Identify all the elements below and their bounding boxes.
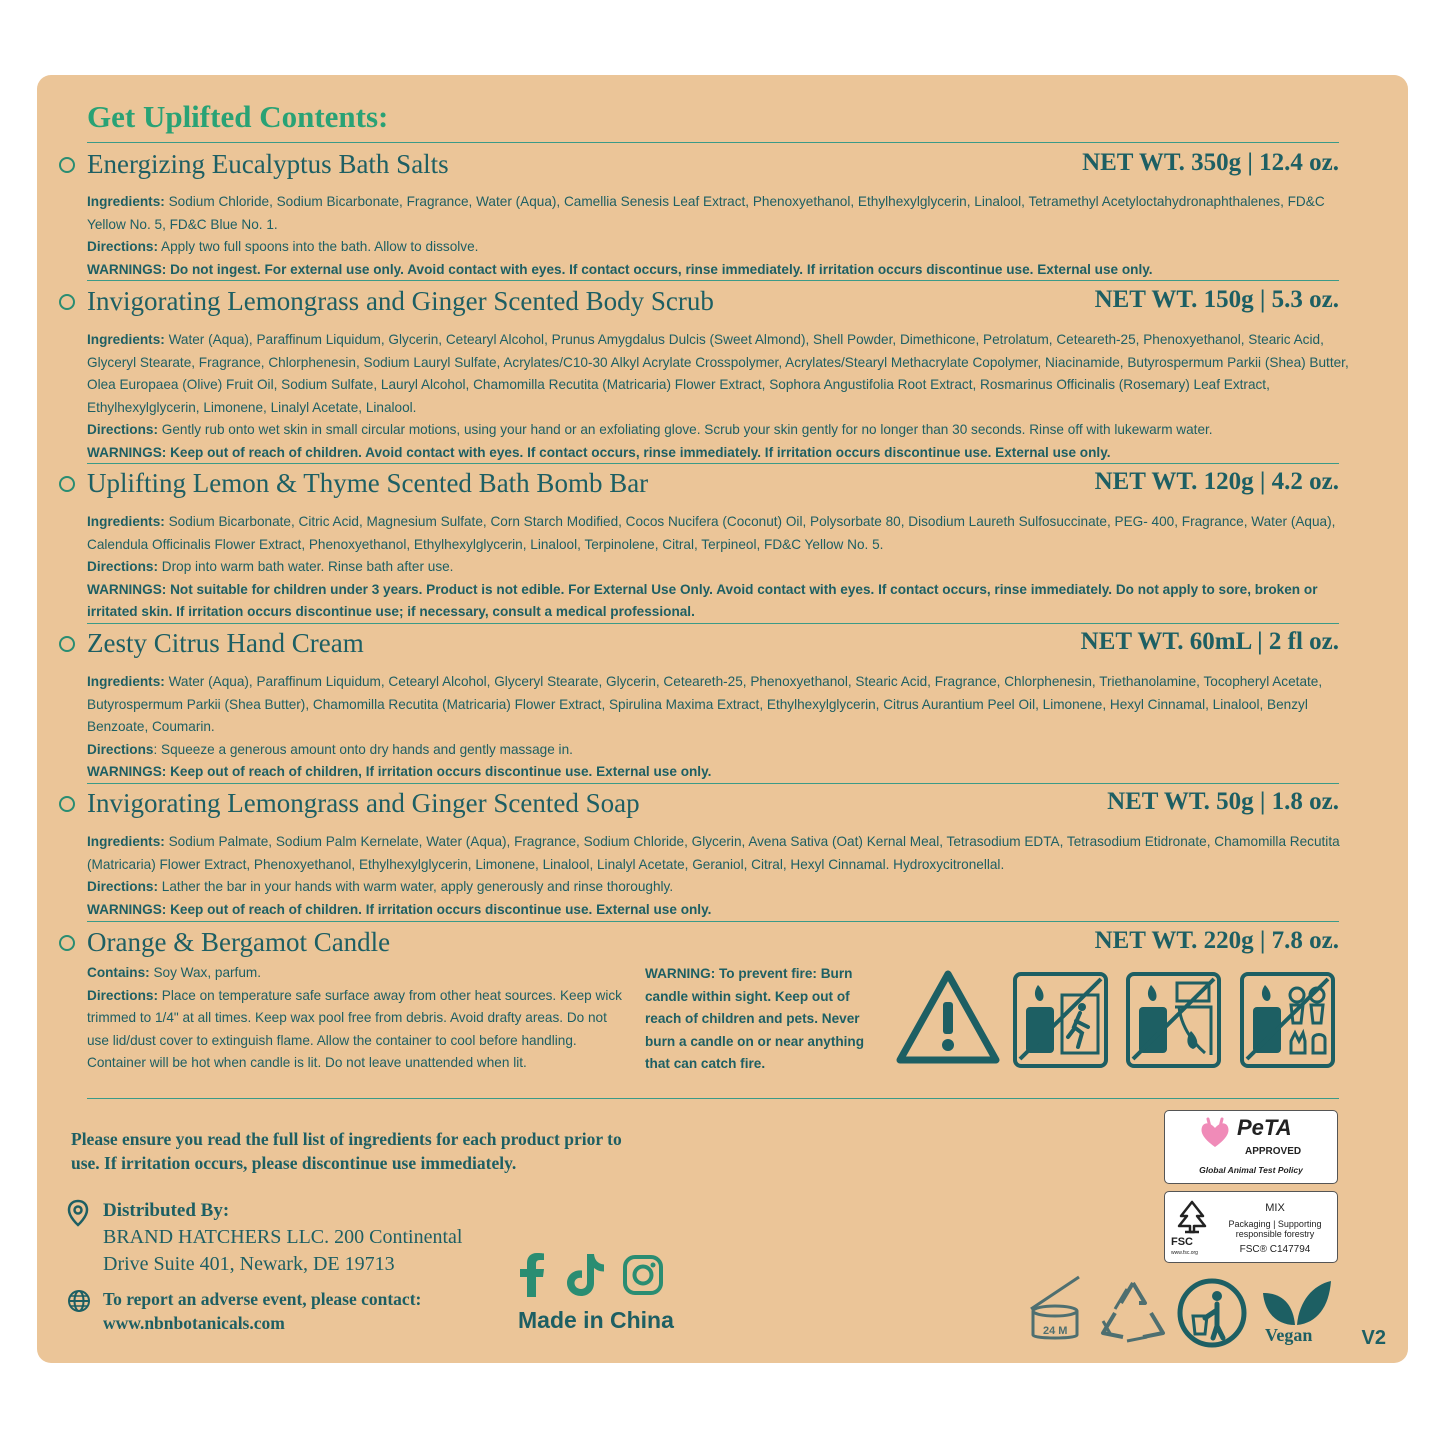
distributor-address: Drive Suite 401, Newark, DE 19713 <box>103 1253 395 1275</box>
candle-children-pets-icon <box>1239 971 1336 1069</box>
tiktok-icon[interactable] <box>565 1253 605 1297</box>
product-section <box>59 628 1359 784</box>
product-section <box>59 788 1359 921</box>
ingredients: Ingredients: Sodium Palmate, Sodium Palm Kernelate, Water (Aqua), Fragrance, Sodium Chloride, Glycerin, Avena Sativa (Oat) Kernal Meal, Tetrasodium EDTA, Tetrasodium Etidronate, Chamomilla Recutita (Matricaria) Flower Extract, Phenoxyethanol, Ethylhexylglycerin, Limonene, Linalool, Linalyl Acetate, Geraniol, Citral, Hexyl Cinnamal. Hydroxycitronellal. <box>87 834 1340 872</box>
fsc-certification <box>1164 1191 1338 1263</box>
bunny-heart-icon <box>1198 1117 1232 1151</box>
label-panel <box>37 75 1408 1363</box>
directions: Directions: Lather the bar in your hands with warm water, apply generously and rinse thoroughly. <box>87 879 674 894</box>
warnings: WARNINGS: Do not ingest. For external use only. Avoid contact with eyes. If contact occurs, rinse immediately. If irritation occurs discontinue use. External use only. <box>87 261 1153 277</box>
fsc-mix: MIX <box>1265 1202 1285 1214</box>
facebook-icon[interactable] <box>519 1253 545 1297</box>
product-name: Uplifting Lemon & Thyme Scented Bath Bomb Bar <box>87 468 649 498</box>
product-section <box>59 286 1359 464</box>
contents-title: Get Uplifted Contents: <box>87 99 389 134</box>
product-section <box>59 468 1359 624</box>
recycle-icon <box>1097 1277 1169 1347</box>
directions: Directions: Apply two full spoons into the bath. Allow to dissolve. <box>87 239 479 254</box>
fsc-logo: FSC <box>1171 1236 1193 1248</box>
distributor-address: BRAND HATCHERS LLC. 200 Continental <box>103 1226 463 1248</box>
bullet-icon <box>59 476 75 492</box>
net-weight: NET WT. 50g | 1.8 oz. <box>1107 788 1339 815</box>
safety-note: Please ensure you read the full list of ingredients for each product prior to use. If irritation occurs, please discontinue use immediately. <box>71 1129 622 1173</box>
candle-section <box>59 927 1359 961</box>
pao-label: 24 M <box>1043 1325 1068 1337</box>
fsc-claim: Packaging | Supporting responsible forestry <box>1228 1219 1322 1239</box>
candle-exit-icon <box>1012 971 1109 1069</box>
fsc-code: FSC® C147794 <box>1239 1244 1311 1255</box>
candle-warning: WARNING: To prevent fire: Burn candle within sight. Keep out of reach of children and pets. Never burn a candle on or near anything that can catch fire. <box>645 966 865 1071</box>
net-weight: NET WT. 220g | 7.8 oz. <box>1094 927 1339 954</box>
directions: Directions: Drop into warm bath water. Rinse bath after use. <box>87 559 454 574</box>
fsc-url: www.fsc.org <box>1171 1250 1198 1256</box>
version-label: V2 <box>1361 1327 1386 1349</box>
product-name: Zesty Citrus Hand Cream <box>87 628 364 658</box>
product-section <box>59 149 1359 281</box>
warnings: WARNINGS: Keep out of reach of children. Avoid contact with eyes. If contact occurs, rinse immediately. If irritation occurs discontinue use. External use only. <box>87 444 1111 460</box>
net-weight: NET WT. 60mL | 2 fl oz. <box>1080 628 1339 655</box>
peta-certification <box>1164 1110 1338 1184</box>
product-name: Invigorating Lemongrass and Ginger Scented Soap <box>87 788 640 818</box>
candle-details <box>87 962 627 1075</box>
bullet-icon <box>59 935 75 951</box>
vegan-label: Vegan <box>1265 1325 1313 1345</box>
divider <box>87 623 1339 624</box>
website-link[interactable]: www.nbnbotanicals.com <box>103 1313 285 1333</box>
divider <box>87 463 1339 464</box>
divider <box>87 1098 1339 1099</box>
peta-approved: APPROVED <box>1245 1146 1302 1157</box>
directions: Directions: Place on temperature safe surface away from other heat sources. Keep wick trimmed to 1/4" at all times. Keep wax pool free from debris. Avoid drafty areas. Do not use lid/dust cover to extinguish flame. Allow the container to cool before handling. Container will be hot when candle is lit. Do not leave unattended when lit. <box>87 987 622 1070</box>
bullet-icon <box>59 796 75 812</box>
peta-logo: PeTA <box>1237 1115 1292 1140</box>
directions: Directions: Gently rub onto wet skin in small circular motions, using your hand or an exfoliating glove. Scrub your skin gently for no longer than 30 seconds. Rinse off with lukewarm water. <box>87 422 1213 437</box>
directions: Directions: Squeeze a generous amount onto dry hands and gently massage in. <box>87 741 573 757</box>
tidyman-icon <box>1177 1278 1247 1348</box>
ingredients: Ingredients: Sodium Bicarbonate, Citric Acid, Magnesium Sulfate, Corn Starch Modified, Cocos Nucifera (Coconut) Oil, Polysorbate 80, Disodium Laureth Sulfosuccinate, PEG- 400, Fragrance, Water (Aqua), Calendula Officinalis Flower Extract, Phenoxyethanol, Ethylhexylglycerin, Linalool, Terpinolene, Citral, Terpineol, FD&C Yellow No. 5. <box>87 514 1336 552</box>
warnings: WARNINGS: Not suitable for children under 3 years. Product is not edible. For External Use Only. Avoid contact with eyes. If contact occurs, rinse immediately. Do not apply to sore, broken or irritated skin. If irritation occurs discontinue use; if necessary, consult a medical professional. <box>87 581 1318 619</box>
distributor-block <box>67 1197 507 1278</box>
contains: Contains: Soy Wax, parfum. <box>87 965 261 980</box>
net-weight: NET WT. 350g | 12.4 oz. <box>1082 149 1339 176</box>
divider <box>87 783 1339 784</box>
warnings: WARNINGS: Keep out of reach of children, If irritation occurs discontinue use. External use only. <box>87 764 712 779</box>
report-label: To report an adverse event, please contact: <box>103 1289 422 1309</box>
vegan-leaf-icon <box>1259 1279 1333 1329</box>
warnings: WARNINGS: Keep out of reach of children. If irritation occurs discontinue use. External use only. <box>87 901 712 917</box>
ingredients: Ingredients: Sodium Chloride, Sodium Bicarbonate, Fragrance, Water (Aqua), Camellia Senesis Leaf Extract, Phenoxyethanol, Ethylhexylglycerin, Linalool, Tetramethyl Acetyloctahydronaphthalenes, FD&C Yellow No. 5, FD&C Blue No. 1. <box>87 194 1325 232</box>
peta-policy: Global Animal Test Policy <box>1199 1165 1303 1175</box>
product-name: Energizing Eucalyptus Bath Salts <box>87 149 449 179</box>
warning-triangle-icon <box>894 968 1002 1068</box>
product-name: Invigorating Lemongrass and Ginger Scented Body Scrub <box>87 286 714 316</box>
bullet-icon <box>59 636 75 652</box>
made-in-label: Made in China <box>518 1307 674 1333</box>
product-name: Orange & Bergamot Candle <box>87 927 391 957</box>
bullet-icon <box>59 157 75 173</box>
ingredients: Ingredients: Water (Aqua), Paraffinum Liquidum, Glycerin, Cetearyl Alcohol, Prunus Amygdalus Dulcis (Sweet Almond), Shell Powder, Dimethicone, Petrolatum, Ceteareth-25, Phenoxyethanol, Stearic Acid, Glyceryl Stearate, Fragrance, Chlorphenesin, Sodium Lauryl Sulfate, Acrylates/C10-30 Alkyl Acrylate Crosspolymer, Acrylates/Stearyl Methacrylate Copolymer, Niacinamide, Butyrospermum Parkii (Shea) Butter, Olea Europaea (Olive) Fruit Oil, Sodium Sulfate, Lauryl Alcohol, Chamomilla Recutita (Matricaria) Flower Extract, Sophora Angustifolia Root Extract, Rosmarinus Officinalis (Rosemary) Leaf Extract, Ethylhexylglycerin, Limonene, Linalyl Acetate, Linalool. <box>87 332 1349 415</box>
divider <box>87 921 1339 922</box>
divider <box>87 142 1339 143</box>
bullet-icon <box>59 294 75 310</box>
globe-icon <box>67 1289 91 1313</box>
ingredients: Ingredients: Water (Aqua), Paraffinum Liquidum, Cetearyl Alcohol, Glyceryl Stearate, Glycerin, Ceteareth-25, Phenoxyethanol, Stearic Acid, Fragrance, Chlorphenesin, Triethanolamine, Tocopheryl Acetate, Butyrospermum Parkii (Shea Butter), Chamomilla Recutita (Matricaria) Flower Extract, Spirulina Maxima Extract, Ethylhexylglycerin, Citrus Aurantium Peel Oil, Limonene, Hexyl Cinnamal, Linalool, Benzyl Benzoate, Coumarin. <box>87 674 1323 734</box>
net-weight: NET WT. 120g | 4.2 oz. <box>1094 468 1339 495</box>
location-pin-icon <box>67 1199 89 1227</box>
net-weight: NET WT. 150g | 5.3 oz. <box>1094 286 1339 313</box>
fsc-tree-icon <box>1173 1198 1211 1236</box>
instagram-icon[interactable] <box>623 1255 663 1295</box>
distributed-label: Distributed By: <box>103 1200 230 1221</box>
report-block <box>67 1287 507 1335</box>
divider <box>87 280 1339 281</box>
candle-flammable-icon <box>1125 971 1222 1069</box>
